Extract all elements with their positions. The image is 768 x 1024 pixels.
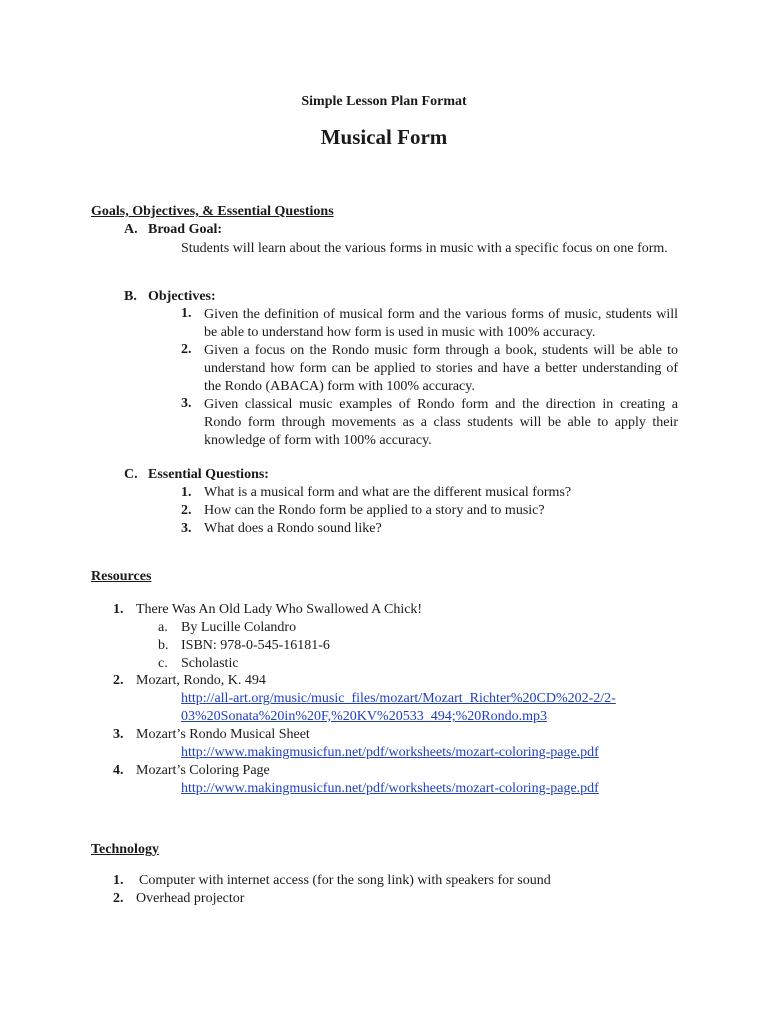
resource-2-text: Mozart, Rondo, K. 494 [136, 673, 266, 688]
resource-1-number: 1. [113, 602, 124, 617]
question-2-number: 2. [181, 503, 192, 518]
questions-marker: C. [124, 467, 138, 482]
resource-1-text: There Was An Old Lady Who Swallowed A Chick! [136, 602, 423, 617]
page-title: Musical Form [320, 125, 448, 149]
broad-goal-label: Broad Goal: [148, 222, 223, 237]
technology-1-text: Computer with internet access (for the song link) with speakers for sound [139, 873, 551, 888]
question-1-number: 1. [181, 485, 192, 500]
objective-3-text: Given classical music examples of Rondo form and the direction in creating a Rondo form through movements as a class students will be able to apply their knowledge of form with 100% accuracy. [204, 397, 678, 448]
objective-2-text: Given a focus on the Rondo music form through a book, students will be able to understand how form can be applied to stories and have a better understanding of the Rondo (ABACA) form with 100% accuracy. [204, 343, 678, 394]
objectives-label: Objectives: [148, 289, 216, 304]
resource-1b-text: ISBN: 978-0-545-16181-6 [181, 638, 330, 653]
resource-1a-text: By Lucille Colandro [181, 620, 297, 635]
technology-2-number: 2. [113, 891, 124, 906]
objective-2-number: 2. [181, 342, 192, 357]
questions-label: Essential Questions: [148, 467, 269, 482]
resource-1c-text: Scholastic [181, 656, 239, 671]
resource-3-number: 3. [113, 727, 124, 742]
objective-1-text: Given the definition of musical form and the various forms of music, students will be able to understand how form is used in music with 100% accuracy. [204, 307, 678, 340]
resource-4-number: 4. [113, 763, 124, 778]
goals-heading: Goals, Objectives, & Essential Questions [91, 204, 334, 219]
technology-1-number: 1. [113, 873, 124, 888]
resources-heading: Resources [91, 569, 152, 584]
objective-3-number: 3. [181, 396, 192, 411]
resource-2-link-line1[interactable]: http://all-art.org/music/music_files/mozart/Mozart_Richter%20CD%202-2/2- [181, 691, 616, 706]
technology-2-text: Overhead projector [136, 891, 245, 906]
document-type: Simple Lesson Plan Format [301, 94, 467, 109]
resource-3-text: Mozart’s Rondo Musical Sheet [136, 727, 310, 742]
question-3-number: 3. [181, 521, 192, 536]
resource-4-text: Mozart’s Coloring Page [136, 763, 270, 778]
resource-2-number: 2. [113, 673, 124, 688]
broad-goal-text: Students will learn about the various forms in music with a specific focus on one form. [181, 241, 668, 256]
resource-1c-marker: c. [158, 656, 168, 671]
objective-1-number: 1. [181, 306, 192, 321]
question-1-text: What is a musical form and what are the different musical forms? [204, 485, 572, 500]
question-2-text: How can the Rondo form be applied to a story and to music? [204, 503, 545, 518]
resource-4-link[interactable]: http://www.makingmusicfun.net/pdf/worksheets/mozart-coloring-page.pdf [181, 781, 599, 796]
resource-1b-marker: b. [158, 638, 169, 653]
resource-2-link-line2[interactable]: 03%20Sonata%20in%20F,%20KV%20533_494;%20Rondo.mp3 [181, 709, 547, 724]
technology-heading: Technology [91, 842, 159, 857]
objectives-marker: B. [124, 289, 137, 304]
resource-1a-marker: a. [158, 620, 168, 635]
resource-3-link[interactable]: http://www.makingmusicfun.net/pdf/worksheets/mozart-coloring-page.pdf [181, 745, 599, 760]
question-3-text: What does a Rondo sound like? [204, 521, 382, 536]
broad-goal-marker: A. [124, 222, 138, 237]
